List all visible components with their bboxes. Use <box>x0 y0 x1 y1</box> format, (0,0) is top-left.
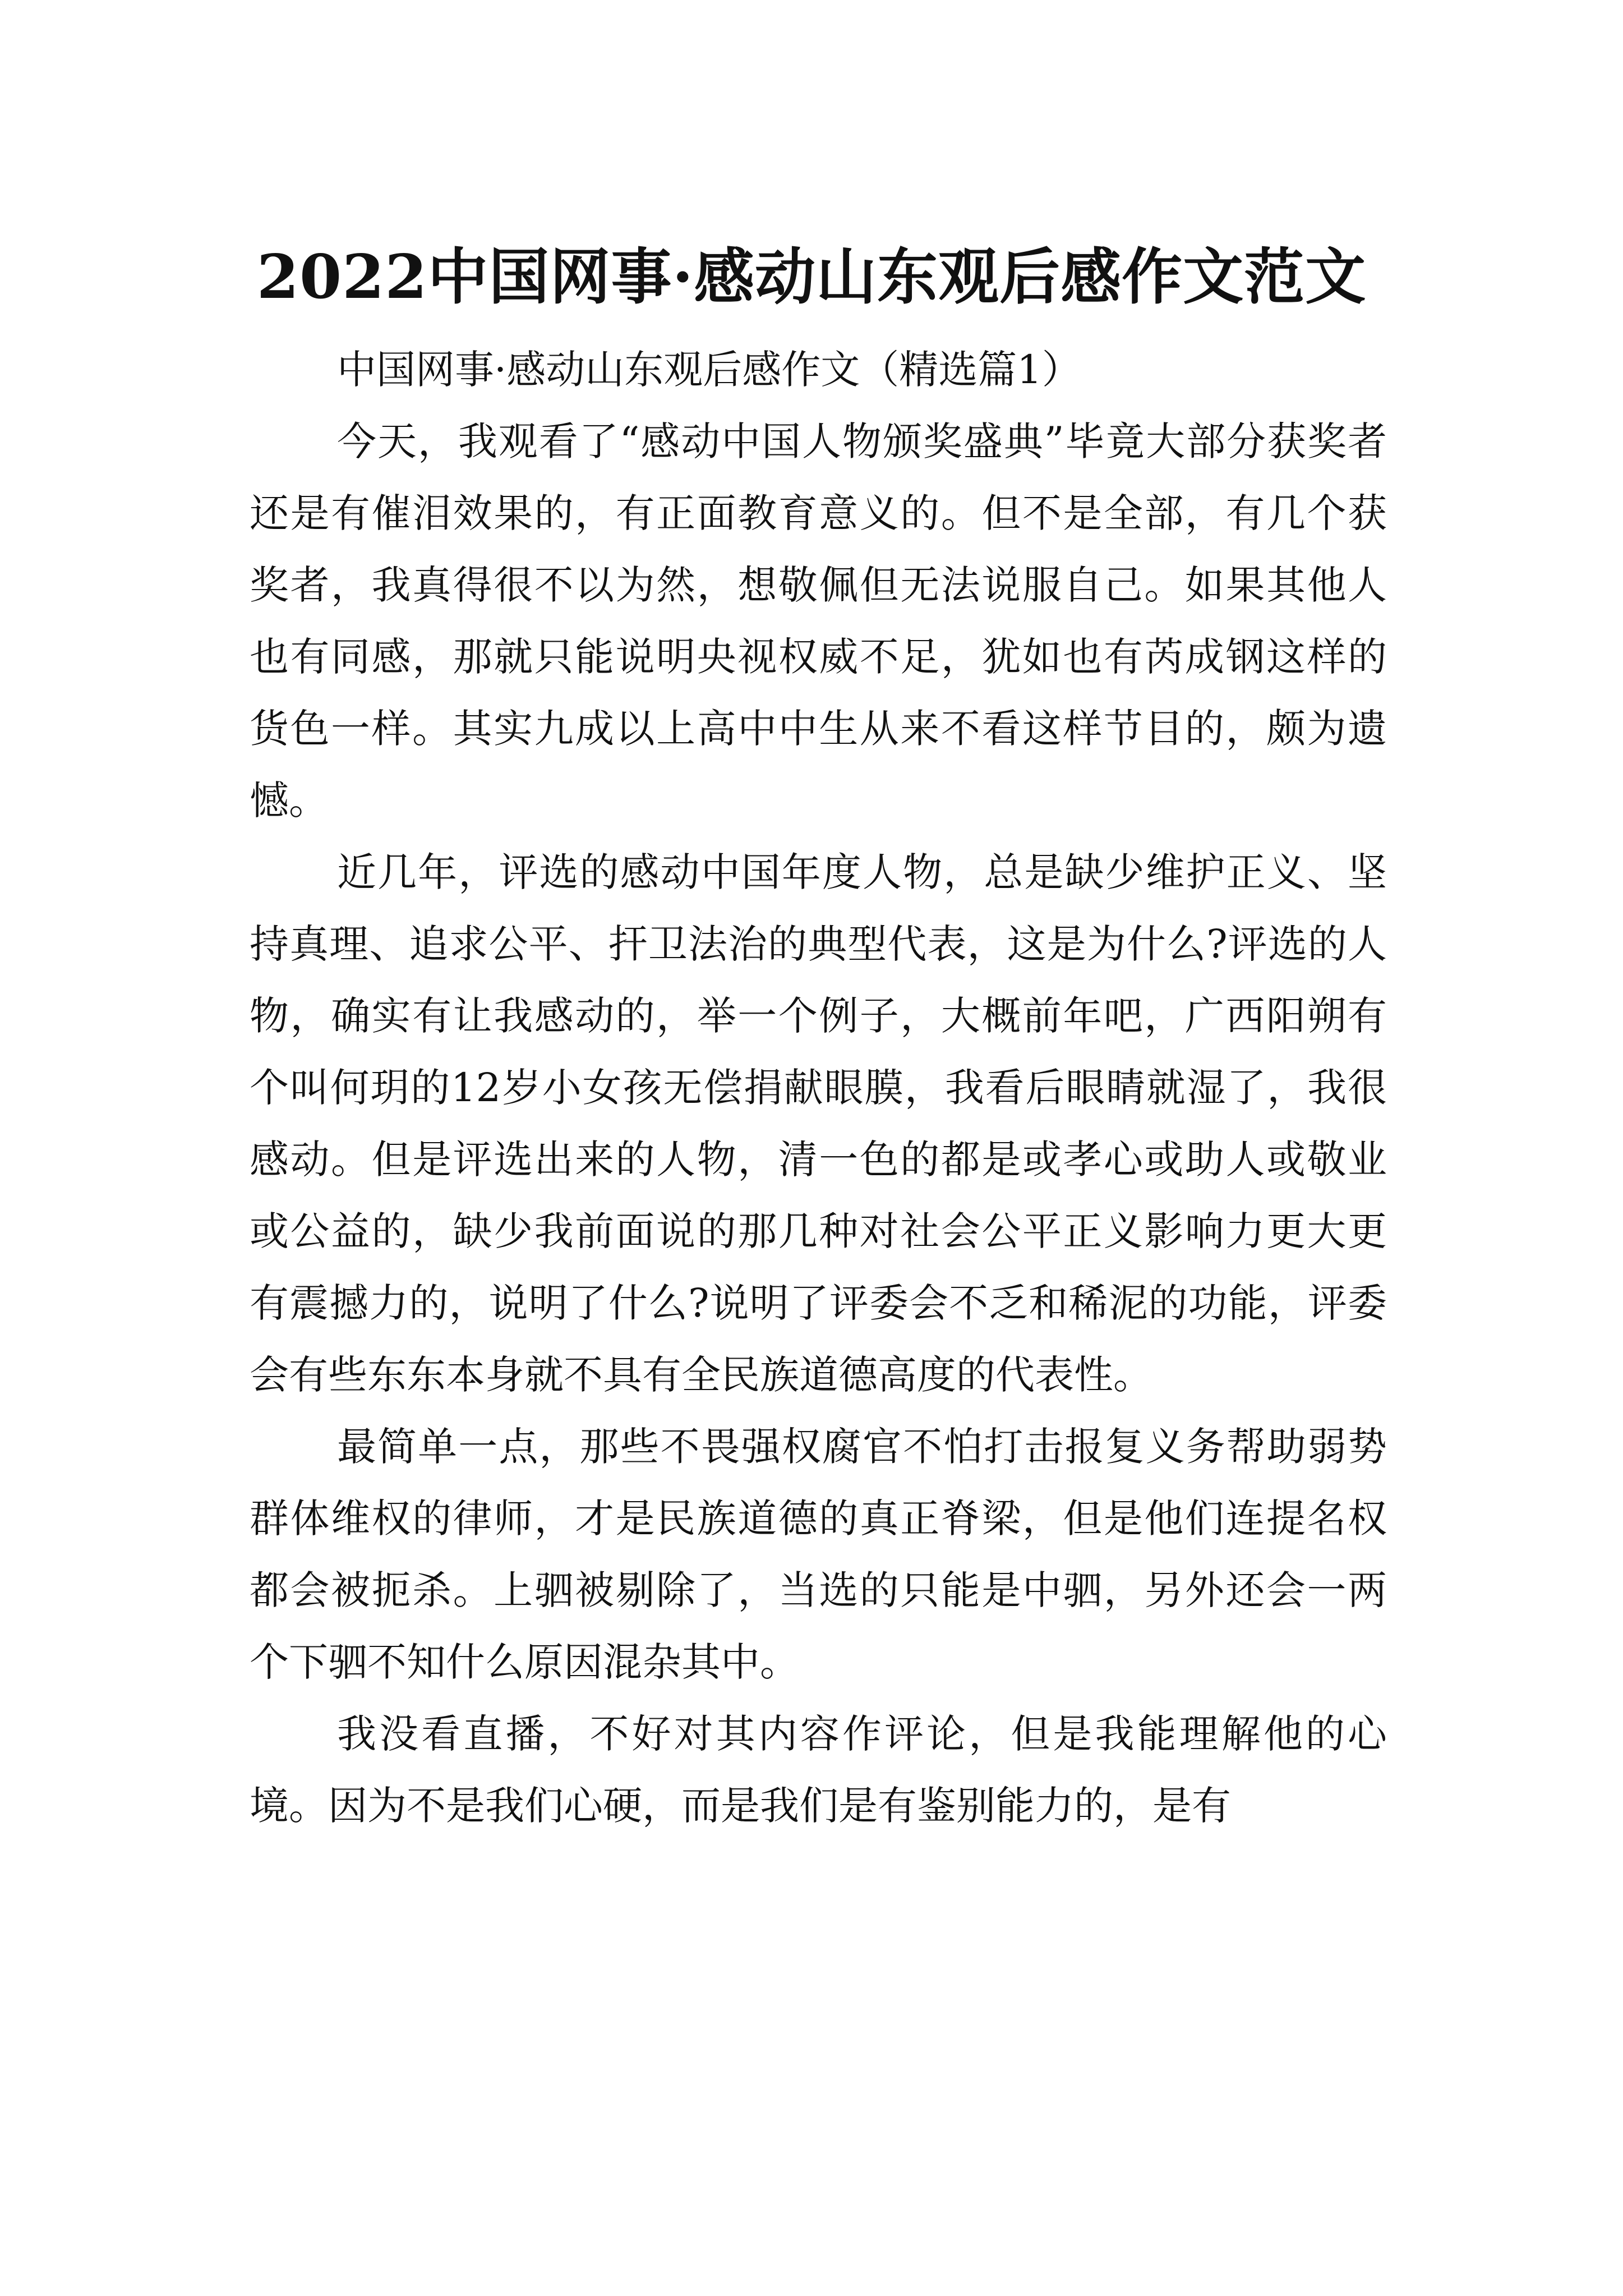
paragraph-1: 今天，我观看了“感动中国人物颁奖盛典”毕竟大部分获奖者还是有催泪效果的，有正面教育意义的。但不是全部，有几个获奖者，我真得很不以为然，想敬佩但无法说服自己。如果其他人也有同感，那就只能说明央视权威不足，犹如也有芮成钢这样的货色一样。其实九成以上高中中生从来不看这样节目的，颇为遗憾。 <box>250 418 1387 823</box>
paragraph-4: 我没看直播，不好对其内容作评论，但是我能理解他的心境。因为不是我们心硬，而是我们是有鉴别能力的，是有 <box>250 1711 1387 1829</box>
section-subtitle: 中国网事·感动山东观后感作文（精选篇1） <box>337 347 1081 393</box>
document-title: 2022中国网事·感动山东观后感作文范文 <box>256 242 1367 313</box>
paragraph-3: 最简单一点，那些不畏强权腐官不怕打击报复义务帮助弱势群体维权的律师，才是民族道德的真正脊梁，但是他们连提名权都会被扼杀。上驷被剔除了，当选的只能是中驷，另外还会一两个下驷不知什么原因混杂其中。 <box>250 1424 1387 1685</box>
paragraph-2: 近几年，评选的感动中国年度人物，总是缺少维护正义、坚持真理、追求公平、扞卫法治的典型代表，这是为什么?评选的人物，确实有让我感动的，举一个例子，大概前年吧，广西阳朔有个叫何玥的12岁小女孩无偿捐献眼膜，我看后眼睛就湿了，我很感动。但是评选出来的人物，清一色的都是或孝心或助人或敬业或公益的，缺少我前面说的那几种对社会公平正义影响力更大更有震撼力的，说明了什么?说明了评委会不乏和稀泥的功能，评委会有些东东本身就不具有全民族道德高度的代表性。 <box>250 849 1387 1398</box>
document-body <box>250 334 1387 1842</box>
